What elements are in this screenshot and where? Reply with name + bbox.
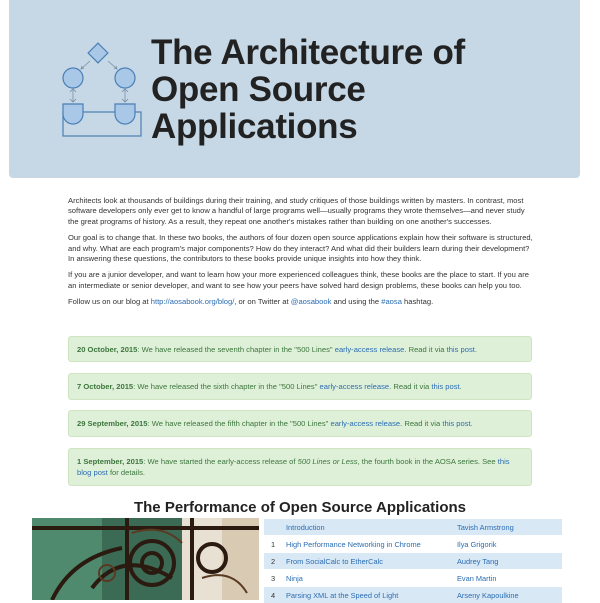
chapter-number: 3	[264, 570, 282, 587]
news-alert	[68, 410, 532, 437]
follow-text: , or on Twitter at	[234, 297, 290, 306]
news-date: 1 September, 2015	[77, 457, 143, 466]
chapter-title-link[interactable]: Introduction	[282, 519, 453, 536]
news-body: : We have released the seventh chapter in the "500 Lines"	[137, 345, 334, 354]
chapter-number: 2	[264, 553, 282, 570]
chapter-title-link[interactable]: Parsing XML at the Speed of Light	[282, 587, 453, 603]
table-row[interactable]	[264, 519, 562, 536]
blog-post-link[interactable]: this blog post	[77, 457, 510, 477]
intro-paragraph-3: If you are a junior developer, and want to learn how your more experienced colleagues think, these books are the place to start. If you are an intermediate or senior developer, and want to see how your peers have solved hard design problems, these books can help you too.	[68, 270, 534, 291]
early-access-link[interactable]: early-access release	[320, 382, 390, 391]
news-body: . Read it via	[404, 345, 446, 354]
table-row[interactable]	[264, 587, 562, 603]
hashtag-link[interactable]: #aosa	[381, 297, 402, 306]
author-link[interactable]: Tavish Armstrong	[453, 519, 562, 536]
news-body: for details.	[108, 468, 145, 477]
news-body: .	[471, 419, 473, 428]
follow-paragraph	[68, 297, 534, 307]
title-line-3: Applications	[151, 108, 571, 145]
news-alert	[68, 336, 532, 362]
author-link[interactable]: Audrey Tang	[453, 553, 562, 570]
chapter-number: 1	[264, 536, 282, 553]
follow-text: and using the	[331, 297, 381, 306]
chapter-number: 4	[264, 587, 282, 603]
early-access-link[interactable]: early-access release	[330, 419, 400, 428]
post-link[interactable]: this post	[447, 345, 475, 354]
news-body: : We have released the fifth chapter in the "500 Lines"	[148, 419, 331, 428]
book-title: 500 Lines or Less	[298, 457, 358, 466]
news-text	[77, 344, 477, 355]
hero-banner	[9, 0, 580, 178]
news-body: : We have started the early-access release of	[143, 457, 297, 466]
early-access-link[interactable]: early-access release	[335, 345, 405, 354]
architecture-logo-icon	[59, 42, 145, 142]
chapter-title-link[interactable]: Ninja	[282, 570, 453, 587]
news-date: 7 October, 2015	[77, 382, 133, 391]
title-line-1: The Architecture of	[151, 34, 571, 71]
chapter-title-link[interactable]: High Performance Networking in Chrome	[282, 536, 453, 553]
section-title: The Performance of Open Source Applications	[0, 499, 600, 516]
author-link[interactable]: Arseny Kapoulkine	[453, 587, 562, 603]
follow-text: Follow us on our blog at	[68, 297, 151, 306]
follow-text: hashtag.	[402, 297, 433, 306]
news-body: . Read it via	[400, 419, 442, 428]
author-link[interactable]: Ilya Grigorik	[453, 536, 562, 553]
news-date: 20 October, 2015	[77, 345, 137, 354]
intro-paragraph-1: Architects look at thousands of buildings during their training, and study critiques of those buildings written by masters. In contrast, most software developers only ever get to know a handful of large programs well—usually programs they wrote themselves—and never study the great programs of history. As a result, they repeat one another's mistakes rather than building on one another's successes.	[68, 196, 534, 227]
title-line-2: Open Source	[151, 71, 571, 108]
chapter-number	[264, 519, 282, 536]
news-body: : We have released the sixth chapter in the "500 Lines"	[133, 382, 319, 391]
news-text	[77, 418, 473, 429]
news-body: .	[475, 345, 477, 354]
news-body: . Read it via	[389, 382, 431, 391]
table-row[interactable]	[264, 570, 562, 587]
post-link[interactable]: this post	[442, 419, 470, 428]
twitter-link[interactable]: @aosabook	[291, 297, 332, 306]
author-link[interactable]: Evan Martin	[453, 570, 562, 587]
blog-link[interactable]: http://aosabook.org/blog/	[151, 297, 235, 306]
news-alert	[68, 448, 532, 486]
news-text	[77, 456, 523, 478]
news-body: , the fourth book in the AOSA series. See	[358, 457, 498, 466]
news-date: 29 September, 2015	[77, 419, 148, 428]
intro-section	[68, 196, 534, 314]
chapter-title-link[interactable]: From SocialCalc to EtherCalc	[282, 553, 453, 570]
table-row[interactable]	[264, 536, 562, 553]
news-text	[77, 381, 462, 392]
toc-table	[264, 518, 562, 603]
table-row[interactable]	[264, 553, 562, 570]
page-title	[151, 34, 571, 145]
intro-paragraph-2: Our goal is to change that. In these two books, the authors of four dozen open source applications explain how their software is structured, and why. What are each program's major components? How do they interact? And what did their builders learn during their development? In answering these questions, the contributors to these books provide unique insights into how they think.	[68, 233, 534, 264]
post-link[interactable]: this post	[431, 382, 459, 391]
news-body: .	[460, 382, 462, 391]
book-cover-photo	[32, 518, 259, 600]
news-alert	[68, 373, 532, 400]
